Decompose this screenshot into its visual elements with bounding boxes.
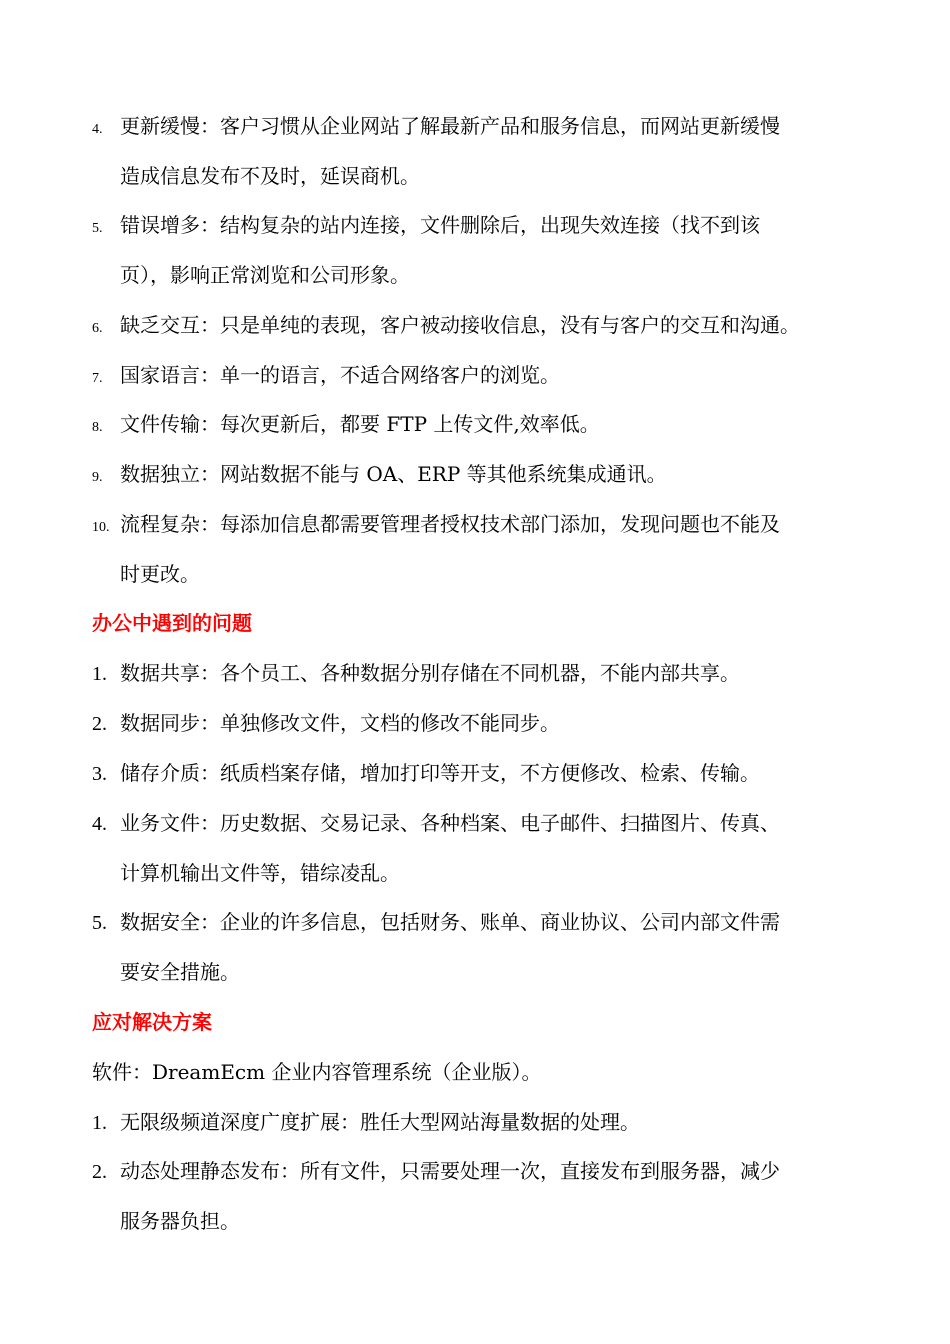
list-number: 1. bbox=[92, 663, 107, 685]
list-text: 数据同步：单独修改文件，文档的修改不能同步。 bbox=[120, 711, 560, 735]
list-item bbox=[92, 511, 882, 541]
intro-text: 软件：DreamEcm 企业内容管理系统（企业版）。 bbox=[92, 1060, 542, 1084]
list-number: 5. bbox=[92, 912, 107, 934]
list-item bbox=[92, 362, 882, 392]
section-heading: 应对解决方案 bbox=[92, 1010, 212, 1034]
list-number: 10. bbox=[92, 520, 110, 535]
list-number: 9. bbox=[92, 470, 103, 485]
list-text: 数据共享：各个员工、各种数据分别存储在不同机器，不能内部共享。 bbox=[120, 661, 740, 685]
list-item-continuation: 页），影响正常浏览和公司形象。 bbox=[120, 263, 410, 287]
list-item bbox=[92, 660, 882, 687]
list-item bbox=[92, 1109, 882, 1136]
list-item bbox=[92, 710, 882, 737]
list-text: 错误增多：结构复杂的站内连接，文件删除后，出现失效连接（找不到该 bbox=[120, 213, 760, 237]
list-number: 2. bbox=[92, 1161, 107, 1183]
list-item bbox=[92, 113, 882, 143]
list-number: 4. bbox=[92, 813, 107, 835]
list-item-continuation: 要安全措施。 bbox=[120, 960, 240, 984]
list-text: 数据安全：企业的许多信息，包括财务、账单、商业协议、公司内部文件需 bbox=[120, 910, 780, 934]
list-item bbox=[92, 909, 882, 936]
list-item bbox=[92, 312, 882, 342]
list-number: 5. bbox=[92, 221, 103, 236]
list-item-continuation: 计算机输出文件等，错综凌乱。 bbox=[120, 861, 400, 885]
list-text: 国家语言：单一的语言，不适合网络客户的浏览。 bbox=[120, 363, 560, 387]
list-item bbox=[92, 810, 882, 837]
section-heading: 办公中遇到的问题 bbox=[92, 611, 252, 635]
list-item bbox=[92, 760, 882, 787]
list-number: 7. bbox=[92, 371, 103, 386]
list-text: 储存介质：纸质档案存储，增加打印等开支，不方便修改、检索、传输。 bbox=[120, 761, 760, 785]
list-item-continuation: 时更改。 bbox=[120, 562, 200, 586]
list-text: 缺乏交互：只是单纯的表现，客户被动接收信息，没有与客户的交互和沟通。 bbox=[120, 313, 800, 337]
list-item bbox=[92, 411, 882, 441]
list-number: 1. bbox=[92, 1112, 107, 1134]
list-number: 6. bbox=[92, 321, 103, 336]
list-number: 4. bbox=[92, 122, 103, 137]
list-text: 流程复杂：每添加信息都需要管理者授权技术部门添加，发现问题也不能及 bbox=[120, 512, 780, 536]
list-number: 2. bbox=[92, 713, 107, 735]
list-text: 数据独立：网站数据不能与 OA、ERP 等其他系统集成通讯。 bbox=[120, 462, 667, 486]
list-text: 无限级频道深度广度扩展：胜任大型网站海量数据的处理。 bbox=[120, 1110, 640, 1134]
list-item-continuation: 造成信息发布不及时，延误商机。 bbox=[120, 164, 420, 188]
list-item bbox=[92, 461, 882, 491]
list-item-continuation: 服务器负担。 bbox=[120, 1209, 240, 1233]
list-number: 8. bbox=[92, 420, 103, 435]
list-text: 业务文件：历史数据、交易记录、各种档案、电子邮件、扫描图片、传真、 bbox=[120, 811, 780, 835]
list-item bbox=[92, 212, 882, 242]
list-text: 更新缓慢：客户习惯从企业网站了解最新产品和服务信息，而网站更新缓慢 bbox=[120, 114, 780, 138]
list-number: 3. bbox=[92, 763, 107, 785]
list-text: 动态处理静态发布：所有文件，只需要处理一次，直接发布到服务器，减少 bbox=[120, 1159, 780, 1183]
list-item bbox=[92, 1158, 882, 1185]
list-text: 文件传输：每次更新后，都要 FTP 上传文件,效率低。 bbox=[120, 412, 600, 436]
